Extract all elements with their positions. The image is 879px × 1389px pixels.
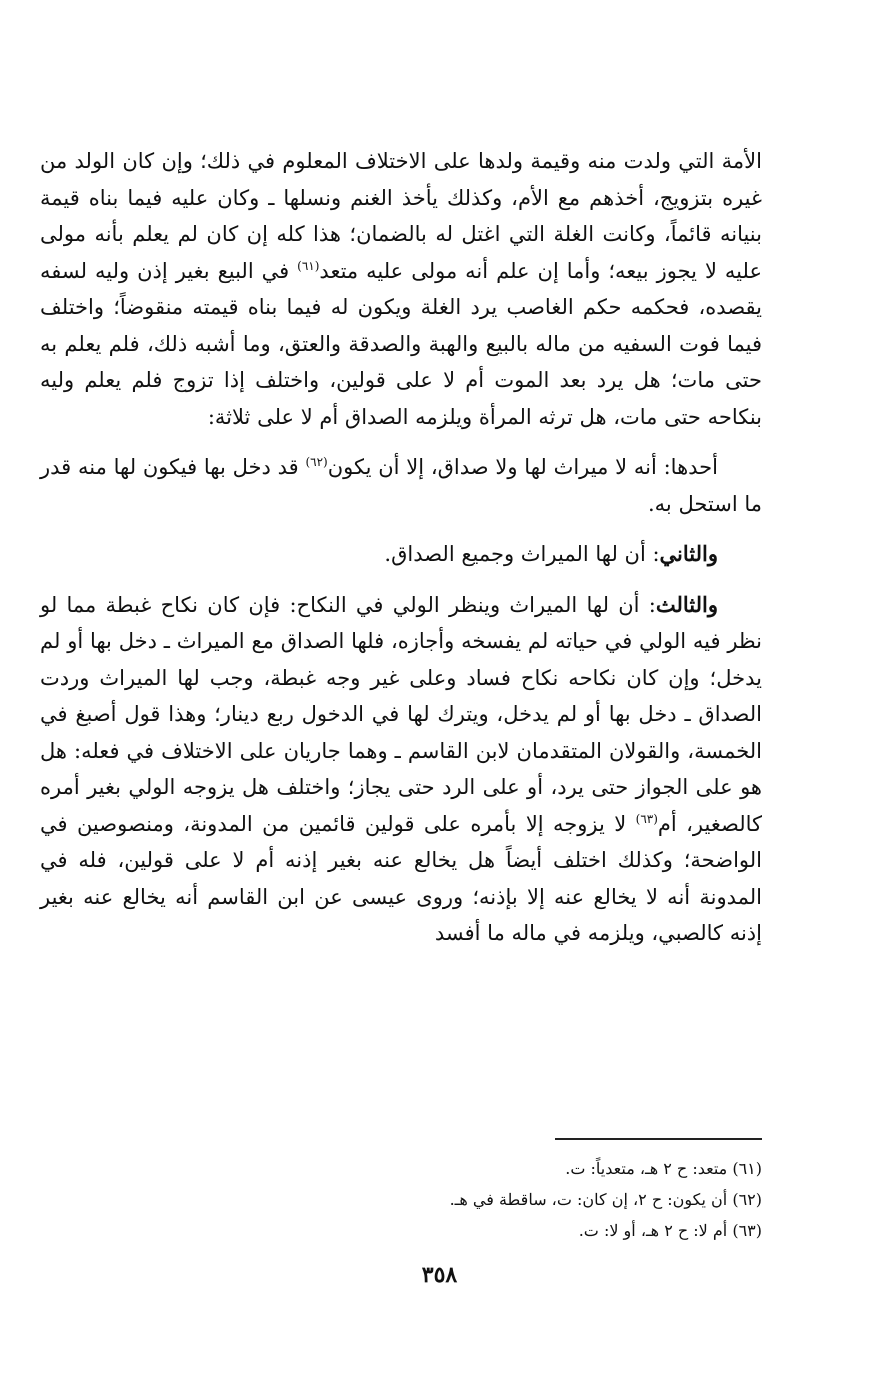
paragraph-4-continued: لا يزوجه إلا بأمره على قولين قائمين من المدونة، ومنصوصين في الواضحة؛ وكذلك اختلف أيضاً هل يخالع عنه بغير إذنه أم لا على قولين، فله في المدونة أنه لا يخالع عنه إلا بإذنه؛ وروى عيسى عن ابن القاسم أنه يخالع عنه بغير إذنه كالصبي، ويلزمه في ماله ما أفسد — [40, 811, 762, 945]
page-number: ٣٥٨ — [421, 1262, 458, 1288]
paragraph-4 — [40, 587, 762, 952]
main-text-body — [40, 143, 762, 952]
paragraph-2 — [40, 449, 762, 522]
footnote-ref-63: (٦٣) — [635, 811, 658, 826]
paragraph-3-text: : أن لها الميراث وجميع الصداق. — [384, 542, 660, 566]
footnote-separator — [555, 1138, 762, 1140]
paragraph-2-text: أحدها: أنه لا ميراث لها ولا صداق، إلا أن يكون — [327, 455, 718, 479]
footnote-62: (٦٢) أن يكون: ح ٢، إن كان: ت، ساقطة في هـ. — [449, 1190, 762, 1209]
paragraph-1-continued: في البيع بغير إذن وليه لسفه يقصده، فحكمه حكم الغاصب يرد الغلة ويكون له فيما بناه قيمته منقوضاً؛ واختلف فيما فوت السفيه من ماله بالبيع والهبة والصدقة والعتق، وما أشبه ذلك، فلم يعلم به حتى مات؛ هل يرد بعد الموت أم لا على قولين، واختلف إذا تزوج فلم يعلم وليه بنكاحه حتى مات، هل ترثه المرأة ويلزمه الصداق أم لا على ثلاثة: — [40, 258, 762, 429]
paragraph-1 — [40, 143, 762, 435]
footnote-ref-61: (٦١) — [297, 258, 320, 273]
footnote-61: (٦١) متعد: ح ٢ هـ، متعدياً: ت. — [565, 1159, 762, 1178]
paragraph-3-label: والثاني — [659, 541, 718, 566]
paragraph-3 — [40, 536, 762, 573]
footnotes — [300, 1153, 762, 1246]
footnote-63: (٦٣) أم لا: ح ٢ هـ، أو لا: ت. — [578, 1221, 762, 1240]
paragraph-4-label: والثالث — [655, 591, 718, 617]
paragraph-1-text: الأمة التي ولدت منه وقيمة ولدها على الاختلاف المعلوم في ذلك؛ وإن كان الولد من غيره بتزويج، أخذهم مع الأم، وكذلك يأخذ الغنم ونسلها ـ وكان عليه فيما بناه قيمة بنيانه قائماً، وكانت الغلة التي اغتل له بالضمان؛ هذا كله إن كان لم يعلم بأنه مولى عليه لا يجوز بيعه؛ وأما إن علم أنه مولى عليه متعد — [40, 149, 762, 283]
paragraph-2-continued: قد دخل بها فيكون لها منه قدر ما استحل به. — [40, 455, 762, 516]
footnote-ref-62: (٦٢) — [305, 455, 328, 469]
paragraph-4-text: : أن لها الميراث وينظر الولي في النكاح: فإن كان نكاح غبطة مما لو نظر فيه الولي في حياته لم يفسخه وأجازه، فلها الصداق مع الميراث ـ دخل بها أو لم يدخل؛ وإن كان نكاحه نكاح فساد وعلى غير وجه غبطة، وجب لها الميراث وردت الصداق ـ دخل بها أو لم يدخل، ويترك لها في الدخول ربع دينار؛ وهذا قول أصبغ في الخمسة، والقولان المتقدمان لابن القاسم ـ وهما جاريان على الاختلاف في فعله: هل هو على الجواز حتى يرد، أو على الرد حتى يجاز؛ واختلف هل يزوجه الولي بغير أمره كالصغير، أم — [40, 592, 762, 836]
